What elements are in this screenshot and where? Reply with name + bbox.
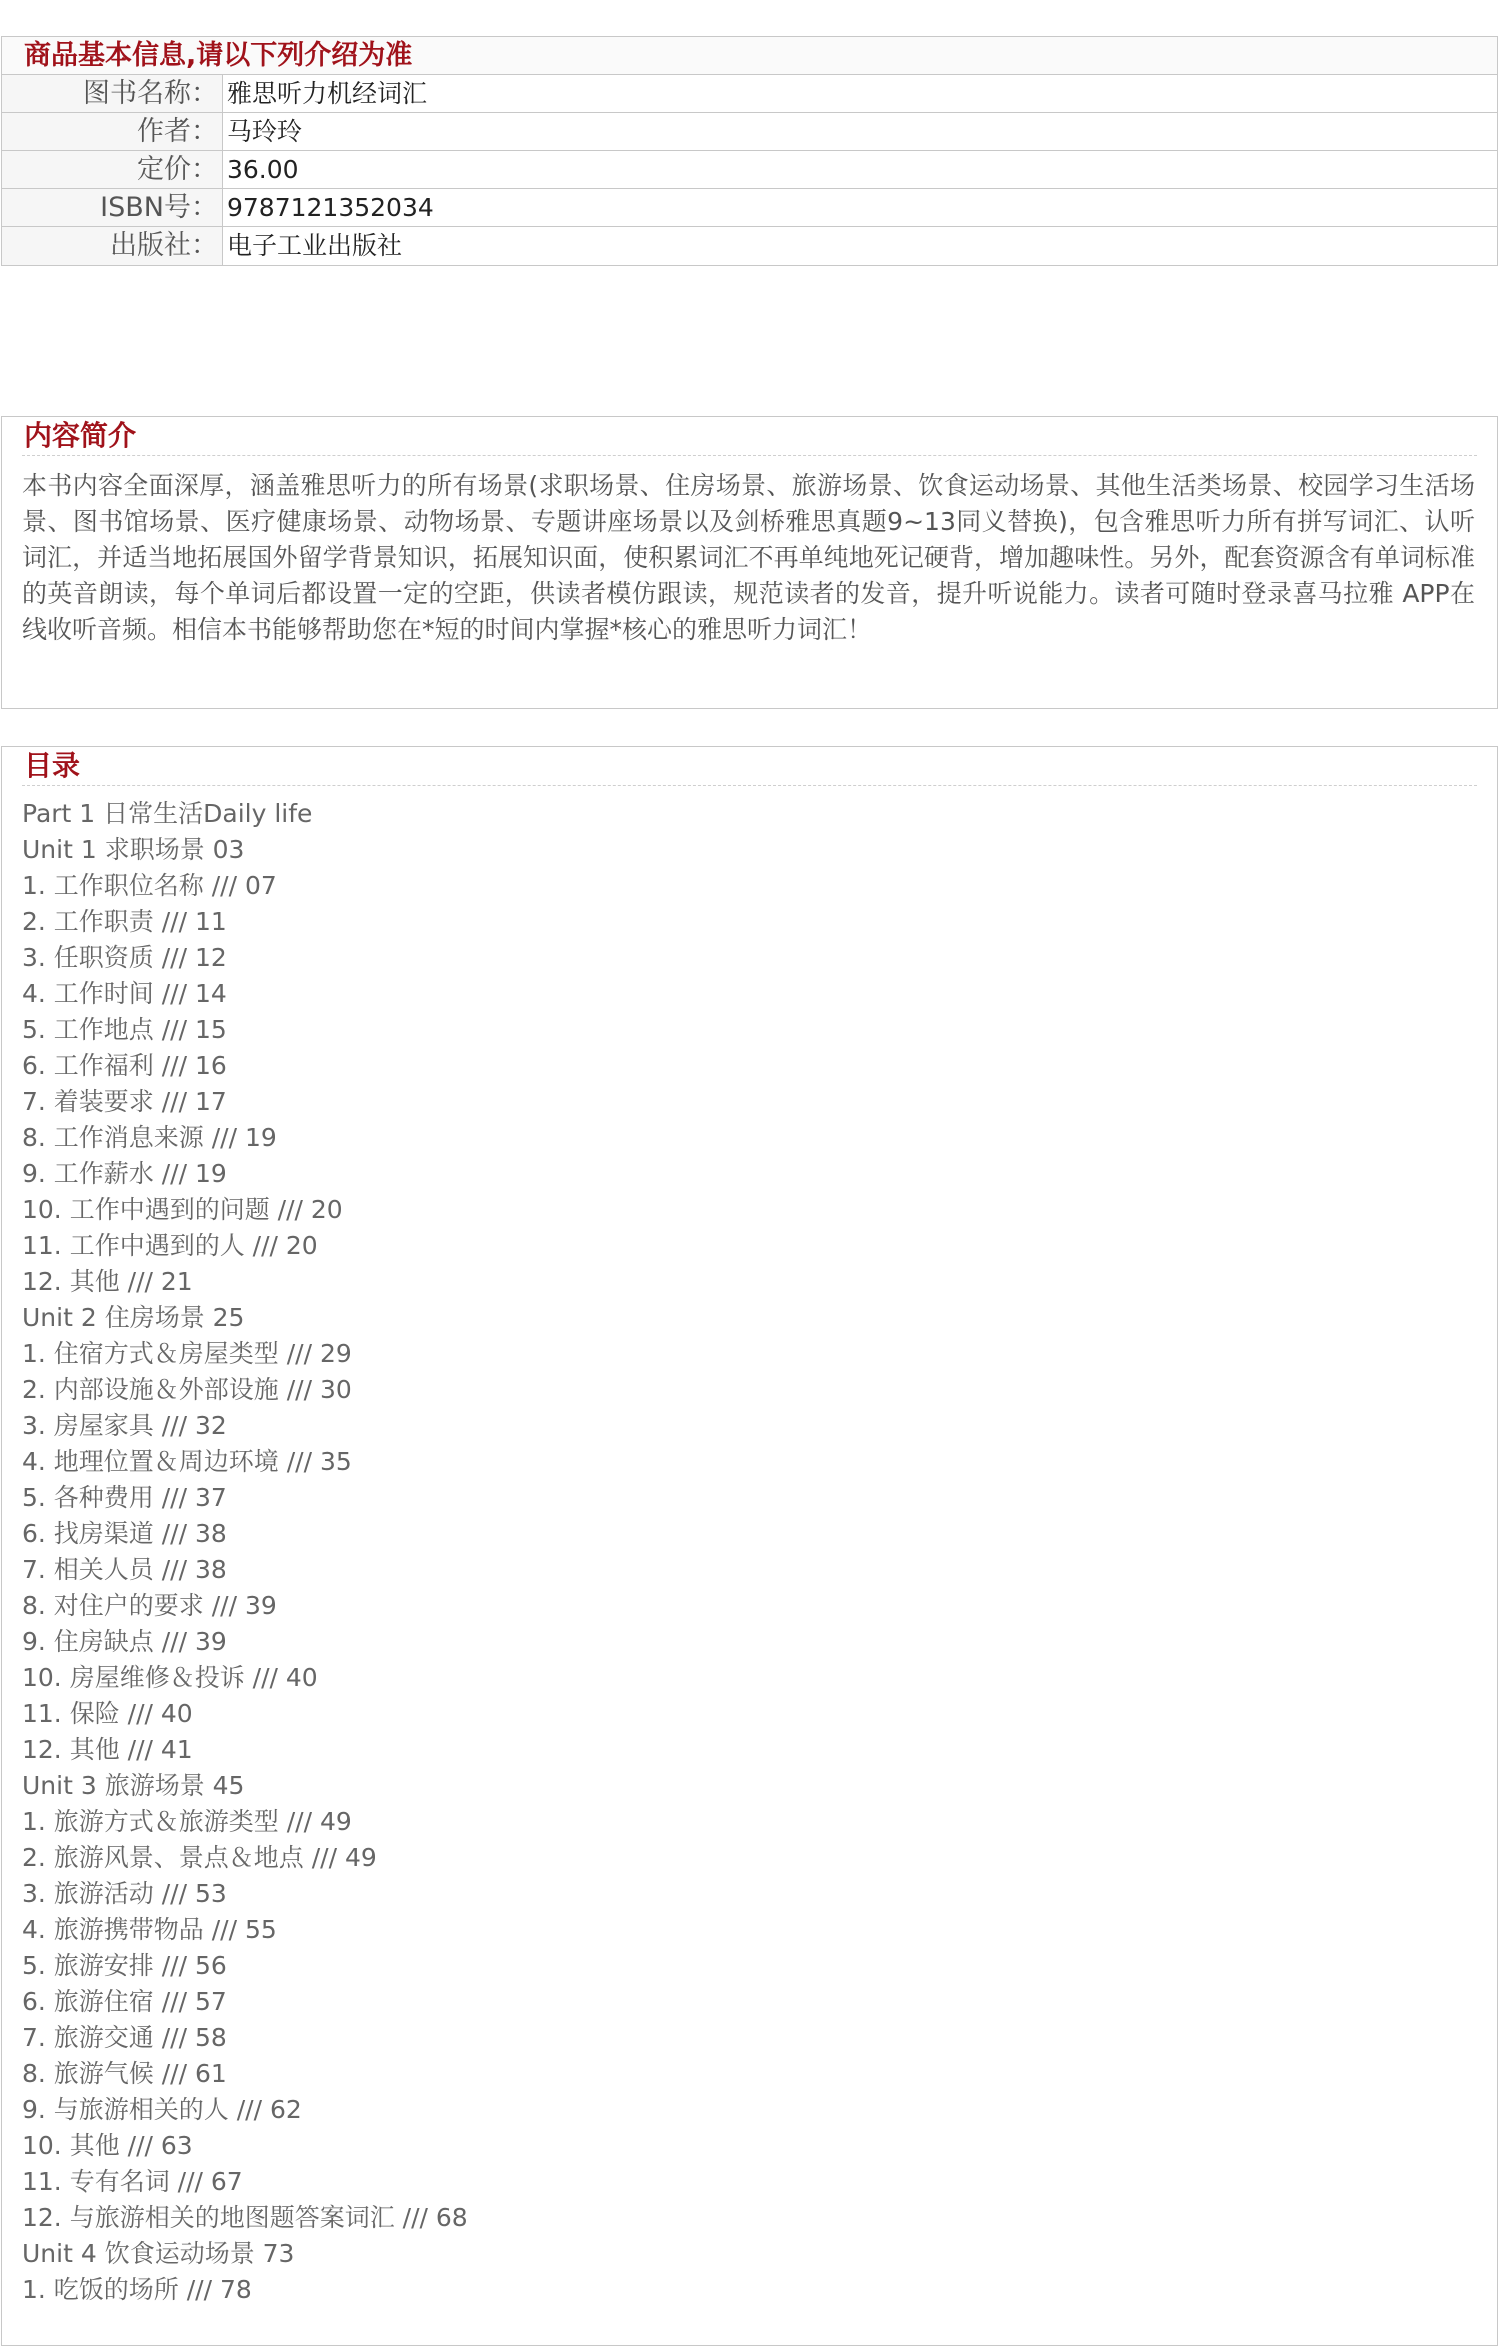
- intro-text: 本书内容全面深厚，涵盖雅思听力的所有场景(求职场景、住房场景、旅游场景、饮食运动场景、其他生活类场景、校园学习生活场景、图书馆场景、医疗健康场景、动物场景、专题讲座场景以及剑桥雅思真题9~13同义替换)，包含雅思听力所有拼写词汇、认听词汇，并适当地拓展国外留学背景知识，拓展知识面，使积累词汇不再单纯地死记硬背，增加趣味性。另外，配套资源含有单词标准的英音朗读，每个单词后都设置一定的空距，供读者模仿跟读，规范读者的发音，提升听说能力。读者可随时登录喜马拉雅 APP在线收听音频。相信本书能够帮助您在*短的时间内掌握*核心的雅思听力词汇！: [22, 471, 1475, 644]
- toc-item: 4. 工作时间 /// 14: [22, 979, 227, 1008]
- toc-item: 12. 其他 /// 21: [22, 1267, 193, 1296]
- toc-list: [22, 796, 1497, 2308]
- basic-info-table: [1, 36, 1498, 266]
- info-value: 雅思听力机经词汇: [227, 79, 428, 108]
- toc-item: 7. 着装要求 /// 17: [22, 1087, 227, 1116]
- toc-item: Unit 3 旅游场景 45: [22, 1771, 245, 1800]
- toc-item: 4. 旅游携带物品 /// 55: [22, 1915, 277, 1944]
- info-label: 出版社：: [2, 227, 223, 265]
- toc-item: 8. 旅游气候 /// 61: [22, 2059, 227, 2088]
- toc-item: 11. 专有名词 /// 67: [22, 2167, 243, 2196]
- info-value: 36.00: [227, 155, 299, 184]
- toc-item: 3. 任职资质 /// 12: [22, 943, 227, 972]
- toc-item: 9. 与旅游相关的人 /// 62: [22, 2095, 302, 2124]
- toc-item: 10. 工作中遇到的问题 /// 20: [22, 1195, 343, 1224]
- intro-section: [1, 416, 1498, 709]
- toc-item: 9. 住房缺点 /// 39: [22, 1627, 227, 1656]
- info-row-isbn: [2, 189, 1497, 227]
- toc-item: 1. 工作职位名称 /// 07: [22, 871, 277, 900]
- toc-item: 6. 找房渠道 /// 38: [22, 1519, 227, 1548]
- toc-item: 1. 旅游方式＆旅游类型 /// 49: [22, 1807, 352, 1836]
- toc-item: 6. 旅游住宿 /// 57: [22, 1987, 227, 2016]
- info-row-title: [2, 75, 1497, 113]
- info-label: 图书名称：: [2, 75, 223, 112]
- toc-title: 目录: [22, 747, 1477, 786]
- toc-item: Part 1 日常生活Daily life: [22, 799, 313, 828]
- toc-item: 5. 工作地点 /// 15: [22, 1015, 227, 1044]
- toc-item: 3. 旅游活动 /// 53: [22, 1879, 227, 1908]
- toc-item: 10. 其他 /// 63: [22, 2131, 193, 2160]
- toc-item: 9. 工作薪水 /// 19: [22, 1159, 227, 1188]
- toc-item: 3. 房屋家具 /// 32: [22, 1411, 227, 1440]
- info-row-publisher: [2, 227, 1497, 265]
- toc-item: Unit 2 住房场景 25: [22, 1303, 245, 1332]
- toc-item: 2. 工作职责 /// 11: [22, 907, 227, 936]
- toc-item: 11. 工作中遇到的人 /// 20: [22, 1231, 318, 1260]
- info-label: 作者：: [2, 113, 223, 150]
- toc-item: 10. 房屋维修＆投诉 /// 40: [22, 1663, 318, 1692]
- info-value: 马玲玲: [227, 117, 303, 146]
- info-value: 电子工业出版社: [227, 231, 403, 260]
- toc-item: Unit 4 饮食运动场景 73: [22, 2239, 295, 2268]
- intro-title: 内容简介: [22, 417, 1477, 456]
- info-label: 定价：: [2, 151, 223, 188]
- toc-item: 2. 旅游风景、景点＆地点 /// 49: [22, 1843, 377, 1872]
- toc-item: 2. 内部设施＆外部设施 /// 30: [22, 1375, 352, 1404]
- toc-item: 5. 旅游安排 /// 56: [22, 1951, 227, 1980]
- toc-item: 8. 对住户的要求 /// 39: [22, 1591, 277, 1620]
- toc-item: 7. 相关人员 /// 38: [22, 1555, 227, 1584]
- toc-item: 5. 各种费用 /// 37: [22, 1483, 227, 1512]
- toc-section: [1, 746, 1498, 2346]
- toc-item: 1. 吃饭的场所 /// 78: [22, 2275, 252, 2304]
- toc-item: 8. 工作消息来源 /// 19: [22, 1123, 277, 1152]
- toc-item: 12. 与旅游相关的地图题答案词汇 /// 68: [22, 2203, 468, 2232]
- info-row-author: [2, 113, 1497, 151]
- toc-item: 1. 住宿方式＆房屋类型 /// 29: [22, 1339, 352, 1368]
- info-row-price: [2, 151, 1497, 189]
- toc-item: 7. 旅游交通 /// 58: [22, 2023, 227, 2052]
- info-label: ISBN号：: [2, 189, 223, 226]
- toc-item: Unit 1 求职场景 03: [22, 835, 245, 864]
- toc-item: 6. 工作福利 /// 16: [22, 1051, 227, 1080]
- basic-info-header: 商品基本信息,请以下列介绍为准: [2, 37, 1497, 75]
- toc-item: 12. 其他 /// 41: [22, 1735, 193, 1764]
- toc-item: 4. 地理位置＆周边环境 /// 35: [22, 1447, 352, 1476]
- info-value: 9787121352034: [227, 193, 434, 222]
- toc-item: 11. 保险 /// 40: [22, 1699, 193, 1728]
